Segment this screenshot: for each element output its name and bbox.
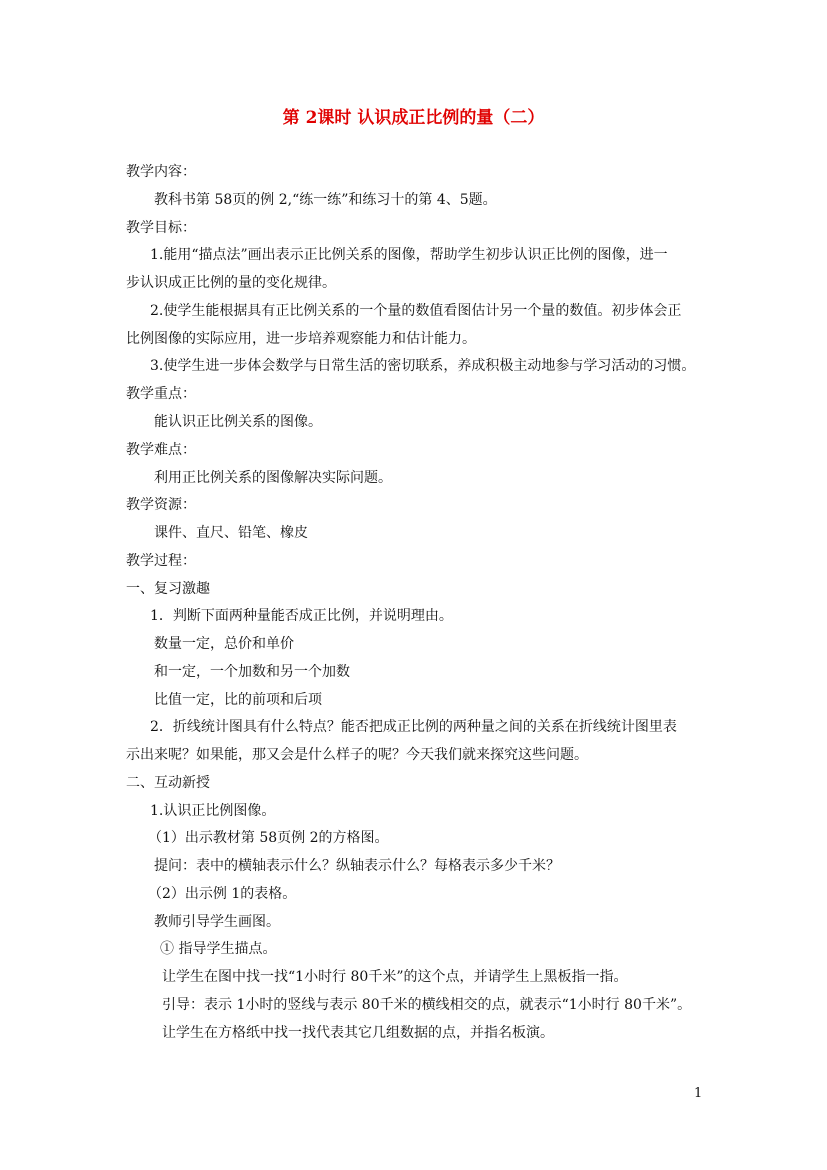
text-line: 教学难点： [126, 442, 196, 458]
text-line: 步认识成正比例的量的变化规律。 [126, 275, 336, 291]
text-line: 1．判断下面两种量能否成正比例，并说明理由。 [150, 608, 453, 624]
text-line: 教学重点： [126, 386, 196, 402]
text-line: 教学资源： [126, 497, 196, 513]
text-line: 引导：表示 1小时的竖线与表示 80千米的横线相交的点，就表示“1小时行 80千米”。 [162, 997, 692, 1013]
text-line: 教科书第 58页的例 2,“练一练”和练习十的第 4、5题。 [154, 192, 497, 208]
text-line: 教学内容： [126, 164, 196, 180]
text-line: 1.认识正比例图像。 [150, 803, 276, 819]
text-line: 2.使学生能根据具有正比例关系的一个量的数值看图估计另一个量的数值。初步体会正 [150, 303, 682, 319]
text-line: 让学生在方格纸中找一找代表其它几组数据的点，并指名板演。 [162, 1025, 554, 1041]
text-line: 比例图像的实际应用，进一步培养观察能力和估计能力。 [126, 331, 476, 347]
text-line: ① 指导学生描点。 [160, 941, 277, 957]
text-line: 教师引导学生画图。 [154, 914, 280, 930]
text-line: 1.能用“描点法”画出表示正比例关系的图像，帮助学生初步认识正比例的图像，进一 [150, 247, 668, 263]
text-line: 3.使学生进一步体会数学与日常生活的密切联系，养成积极主动地参与学习活动的习惯。 [150, 358, 696, 374]
text-line: 二、互动新授 [126, 775, 210, 791]
text-line: 让学生在图中找一找“1小时行 80千米”的这个点，并请学生上黑板指一指。 [162, 969, 628, 985]
text-line: 利用正比例关系的图像解决实际问题。 [154, 470, 392, 486]
text-line: 2．折线统计图具有什么特点？能否把成正比例的两种量之间的关系在折线统计图里表 [150, 719, 677, 735]
text-line: （1）出示教材第 58页例 2的方格图。 [148, 830, 389, 846]
text-line: 课件、直尺、铅笔、橡皮 [154, 525, 308, 541]
text-line: 教学过程： [126, 553, 196, 569]
text-line: 和一定，一个加数和另一个加数 [154, 664, 350, 680]
text-line: 提问：表中的横轴表示什么？纵轴表示什么？每格表示多少千米？ [154, 858, 560, 874]
text-line: 教学目标： [126, 220, 196, 236]
text-line: 数量一定，总价和单价 [154, 636, 294, 652]
text-line: 比值一定，比的前项和后项 [154, 692, 322, 708]
text-line: 示出来呢？如果能，那又会是什么样子的呢？今天我们就来探究这些问题。 [126, 747, 588, 763]
page-title: 第 2课时 认识成正比例的量（二） [282, 108, 545, 128]
text-line: （2）出示例 1的表格。 [148, 886, 297, 902]
text-line: 能认识正比例关系的图像。 [154, 414, 322, 430]
text-line: 一、复习激趣 [126, 581, 210, 597]
page-number: 1 [694, 1086, 703, 1101]
